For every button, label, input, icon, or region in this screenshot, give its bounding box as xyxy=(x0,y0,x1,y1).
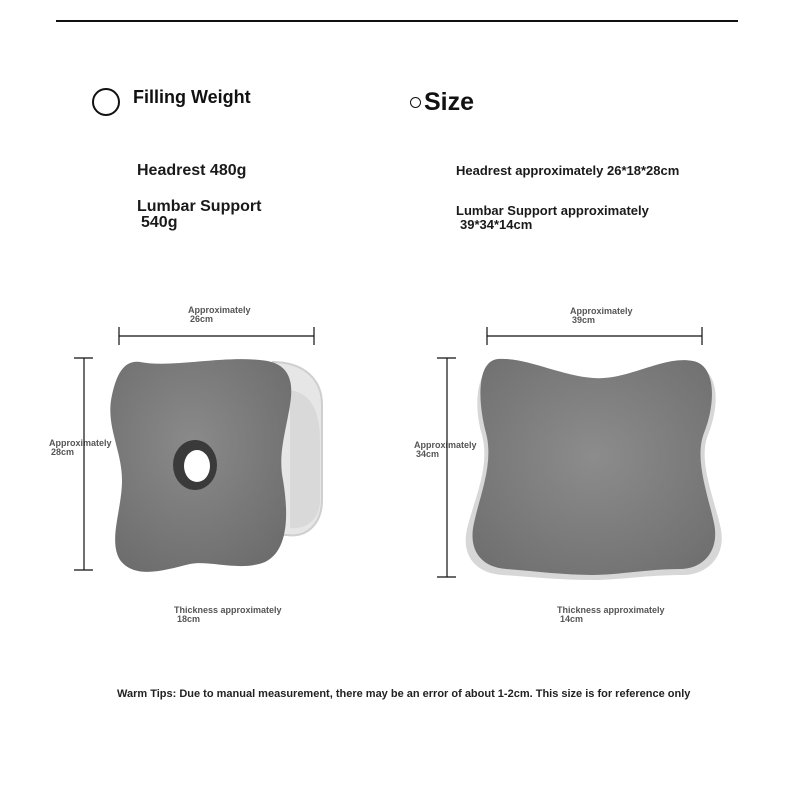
headrest-thickness-value: 18cm xyxy=(177,614,201,624)
headrest-width-label: Approximately xyxy=(188,305,251,315)
lumbar-width-value: 39cm xyxy=(572,315,596,325)
lumbar-height-value: 34cm xyxy=(416,449,440,459)
size-heading: Size xyxy=(424,88,475,116)
lumbar-size-line1: Lumbar Support approximately xyxy=(456,203,649,218)
lumbar-height-label: Approximately xyxy=(414,440,477,450)
headrest-pillow-image xyxy=(100,350,330,585)
headrest-thickness-label: Thickness approximately xyxy=(174,605,282,615)
warm-tip: Warm Tips: Due to manual measurement, there may be an error of about 1-2cm. This size is for reference only xyxy=(117,688,691,700)
lumbar-weight-line2: 540g xyxy=(141,214,178,231)
lumbar-size-line2: 39*34*14cm xyxy=(460,217,533,232)
headrest-size: Headrest approximately 26*18*28cm xyxy=(456,163,680,178)
lumbar-thickness-value: 14cm xyxy=(560,614,584,624)
headrest-weight: Headrest 480g xyxy=(137,162,247,179)
lumbar-pillow-image xyxy=(458,355,733,585)
headrest-height-value: 28cm xyxy=(51,447,75,457)
filling-weight-heading: Filling Weight xyxy=(133,87,251,107)
lumbar-weight-line1: Lumbar Support xyxy=(137,198,262,215)
lumbar-thickness-label: Thickness approximately xyxy=(557,605,665,615)
lumbar-width-label: Approximately xyxy=(570,306,633,316)
headrest-height-label: Approximately xyxy=(49,438,112,448)
headrest-width-value: 26cm xyxy=(190,314,214,324)
